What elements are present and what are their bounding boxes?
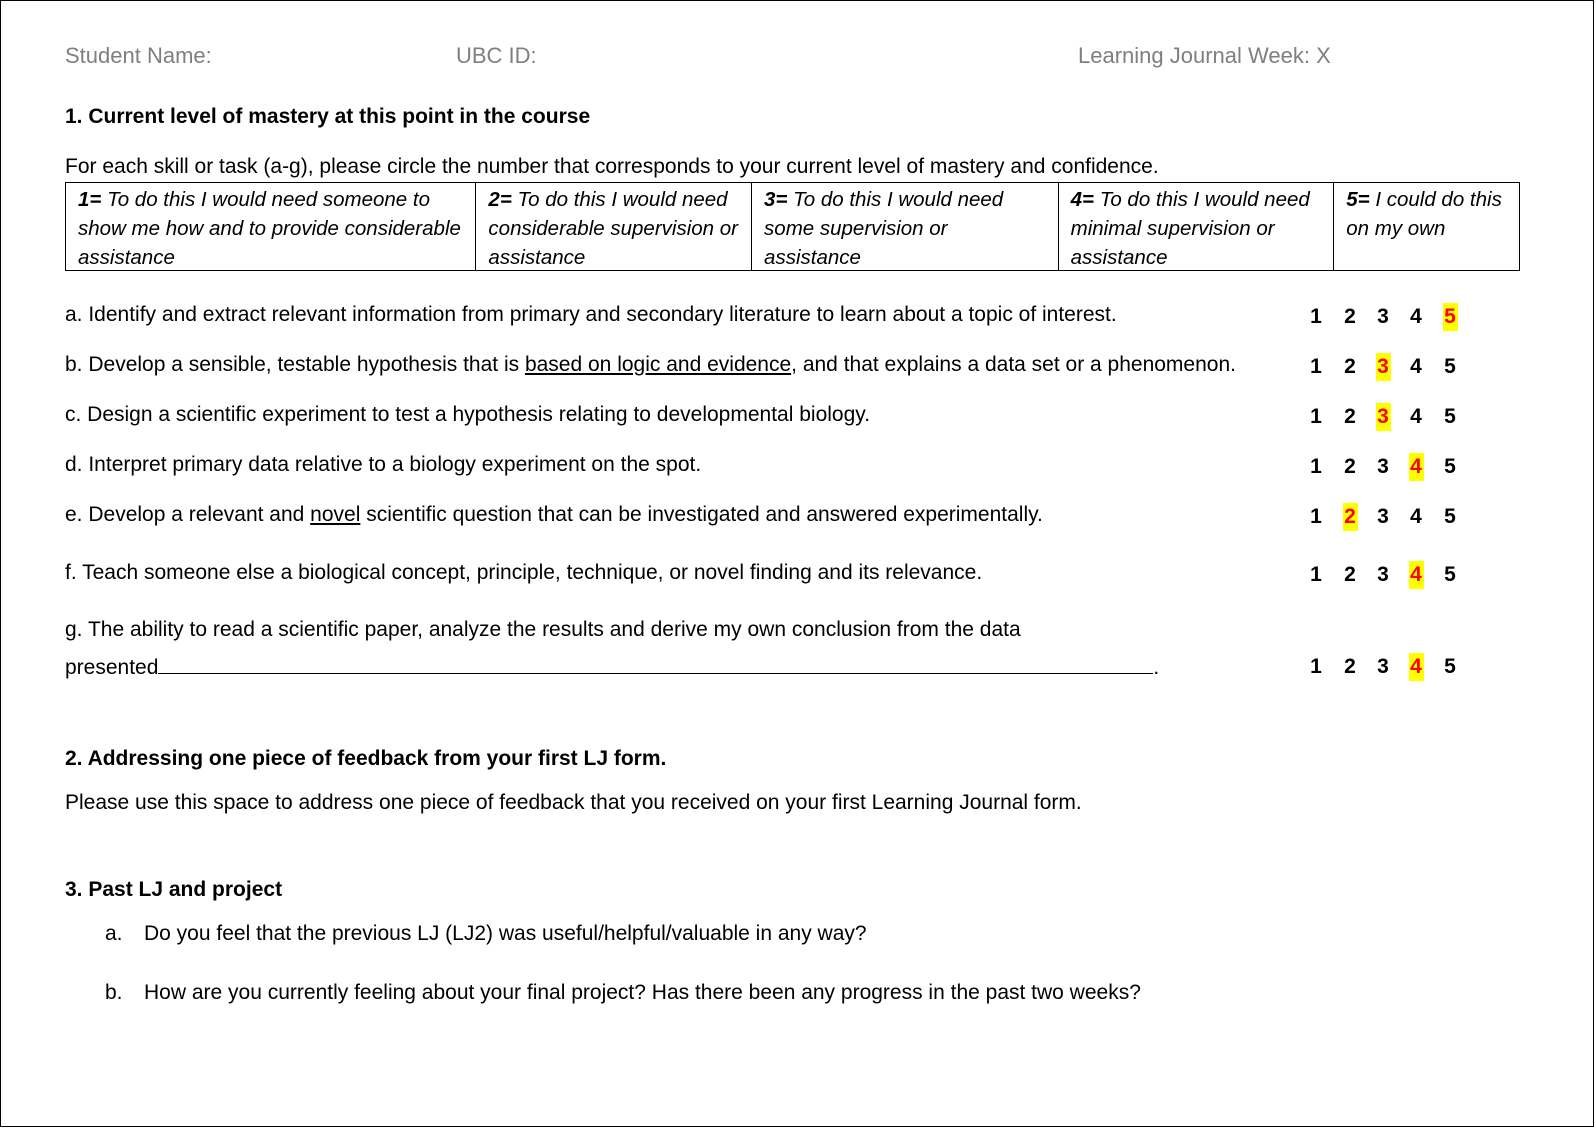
rating-option-4-selected[interactable]: 4 bbox=[1409, 653, 1424, 681]
rating-option-4[interactable]: 4 bbox=[1410, 505, 1422, 528]
rating-option-4-selected[interactable]: 4 bbox=[1409, 453, 1424, 481]
question-a-text: Do you feel that the previous LJ (LJ2) was useful/helpful/valuable in any way? bbox=[144, 922, 867, 945]
item-a-text: a. Identify and extract relevant information from primary and secondary literature to learn about a topic of interest. bbox=[65, 303, 1117, 326]
rating-option-2[interactable]: 2 bbox=[1344, 305, 1356, 328]
rating-option-4-selected[interactable]: 4 bbox=[1409, 561, 1424, 589]
legend-cell-2: 2= To do this I would need considerable supervision or assistance bbox=[476, 183, 752, 270]
rating-option-5-selected[interactable]: 5 bbox=[1443, 303, 1458, 331]
rating-option-3[interactable]: 3 bbox=[1377, 455, 1389, 478]
rating-option-4[interactable]: 4 bbox=[1410, 305, 1422, 328]
question-a-marker: a. bbox=[105, 922, 123, 945]
rating-option-1[interactable]: 1 bbox=[1310, 405, 1322, 428]
rating-option-2[interactable]: 2 bbox=[1344, 405, 1356, 428]
student-name-label: Student Name: bbox=[65, 43, 212, 68]
section3-title: 3. Past LJ and project bbox=[65, 878, 283, 901]
rating-option-2[interactable]: 2 bbox=[1344, 655, 1356, 678]
rating-option-1[interactable]: 1 bbox=[1310, 655, 1322, 678]
rating-option-3[interactable]: 3 bbox=[1377, 655, 1389, 678]
rating-option-1[interactable]: 1 bbox=[1310, 505, 1322, 528]
question-b-text: How are you currently feeling about your final project? Has there been any progress in the past two weeks? bbox=[144, 981, 1141, 1004]
legend-cell-5: 5= I could do this on my own bbox=[1346, 188, 1502, 240]
section1-title: 1. Current level of mastery at this point in the course bbox=[65, 105, 591, 128]
rating-option-2[interactable]: 2 bbox=[1344, 563, 1356, 586]
rating-option-5[interactable]: 5 bbox=[1444, 505, 1456, 528]
item-e-text: e. Develop a relevant and novel scientific question that can be investigated and answered experimentally. bbox=[65, 503, 1043, 526]
item-d-text: d. Interpret primary data relative to a biology experiment on the spot. bbox=[65, 453, 702, 476]
item-g-text-line1: g. The ability to read a scientific paper, analyze the results and derive my own conclusion from the data bbox=[65, 618, 1021, 641]
question-b-marker: b. bbox=[105, 981, 123, 1004]
item-c-text: c. Design a scientific experiment to test a hypothesis relating to developmental biology. bbox=[65, 403, 871, 426]
item-b-text: b. Develop a sensible, testable hypothesis that is based on logic and evidence, and that explains a data set or a phenomenon. bbox=[65, 353, 1236, 376]
rating-option-1[interactable]: 1 bbox=[1310, 563, 1322, 586]
rating-option-5[interactable]: 5 bbox=[1444, 563, 1456, 586]
rating-option-1[interactable]: 1 bbox=[1310, 455, 1322, 478]
section1-instructions: For each skill or task (a-g), please circle the number that corresponds to your current level of mastery and confidence. bbox=[65, 155, 1159, 178]
rating-option-2[interactable]: 2 bbox=[1344, 355, 1356, 378]
rating-option-3-selected[interactable]: 3 bbox=[1376, 403, 1391, 431]
legend-cell-1: 1= To do this I would need someone to show me how and to provide considerable assistance bbox=[66, 183, 476, 270]
rating-option-5[interactable]: 5 bbox=[1444, 455, 1456, 478]
legend-cell-3: 3= To do this I would need some supervision or assistance bbox=[752, 183, 1059, 270]
rating-option-2[interactable]: 2 bbox=[1344, 455, 1356, 478]
item-g-text-line2: presented . bbox=[65, 653, 1159, 680]
rating-option-1[interactable]: 1 bbox=[1310, 305, 1322, 328]
ubc-id-label: UBC ID: bbox=[456, 43, 537, 68]
rating-option-5[interactable]: 5 bbox=[1444, 405, 1456, 428]
mastery-legend-table bbox=[65, 182, 1520, 271]
rating-option-2-selected[interactable]: 2 bbox=[1343, 503, 1358, 531]
rating-option-3[interactable]: 3 bbox=[1377, 505, 1389, 528]
rating-option-3-selected[interactable]: 3 bbox=[1376, 353, 1391, 381]
rating-option-3[interactable]: 3 bbox=[1377, 305, 1389, 328]
rating-option-4[interactable]: 4 bbox=[1410, 355, 1422, 378]
item-f-text: f. Teach someone else a biological concept, principle, technique, or novel finding and its relevance. bbox=[65, 561, 983, 584]
rating-option-5[interactable]: 5 bbox=[1444, 355, 1456, 378]
answer-blank-line[interactable] bbox=[158, 653, 1153, 674]
rating-option-3[interactable]: 3 bbox=[1377, 563, 1389, 586]
section2-text: Please use this space to address one piece of feedback that you received on your first Learning Journal form. bbox=[65, 791, 1082, 814]
journal-week-label: Learning Journal Week: X bbox=[1078, 43, 1331, 68]
section2-title: 2. Addressing one piece of feedback from your first LJ form. bbox=[65, 747, 667, 770]
rating-option-1[interactable]: 1 bbox=[1310, 355, 1322, 378]
legend-cell-4: 4= To do this I would need minimal supervision or assistance bbox=[1059, 183, 1335, 270]
rating-option-5[interactable]: 5 bbox=[1444, 655, 1456, 678]
rating-option-4[interactable]: 4 bbox=[1410, 405, 1422, 428]
